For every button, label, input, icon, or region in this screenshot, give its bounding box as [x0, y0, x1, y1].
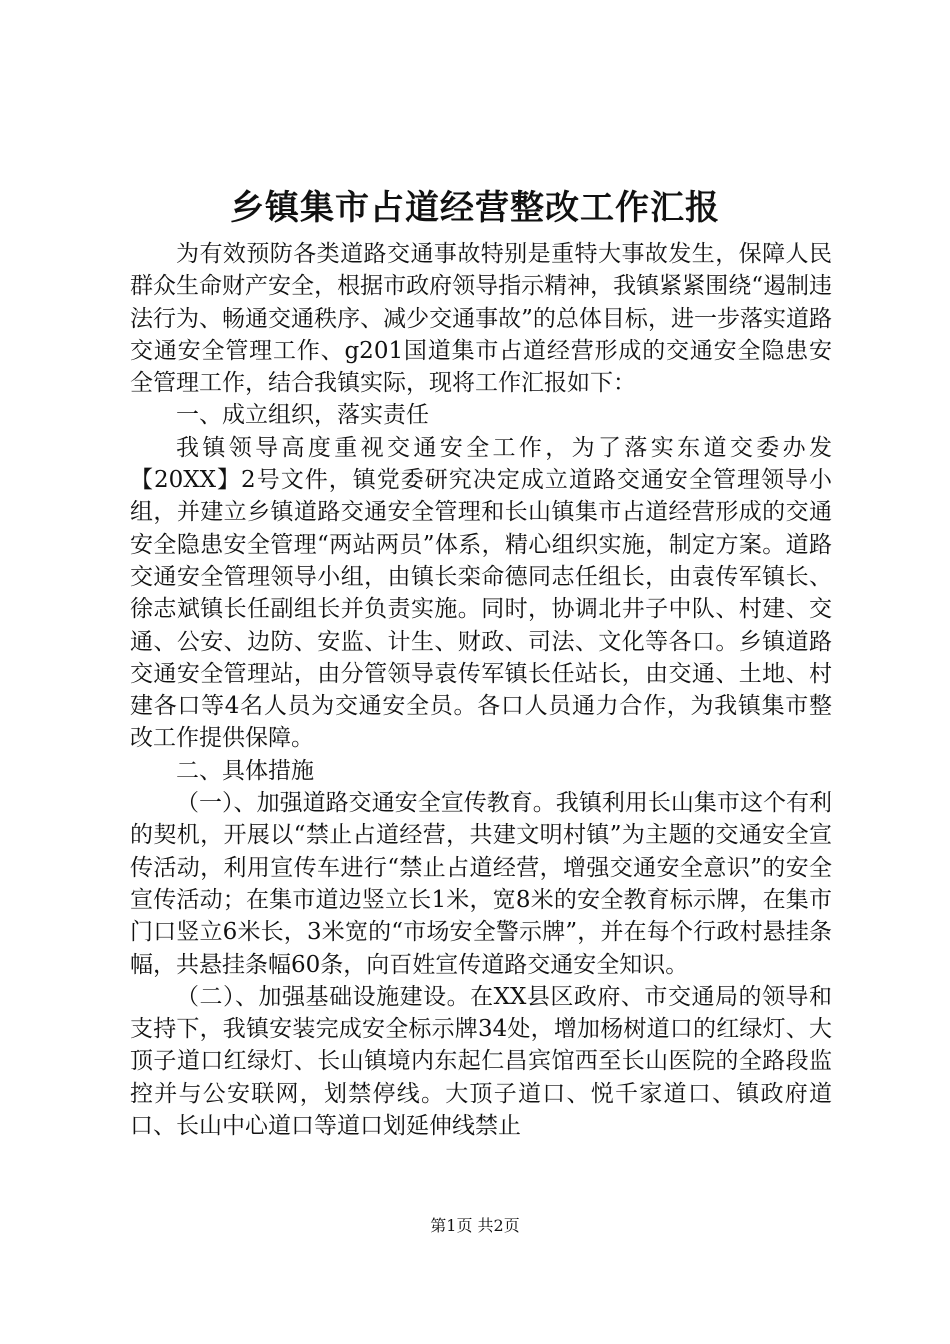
- paragraph-measure-1: （一）、加强道路交通安全宣传教育。我镇利用长山集市这个有利的契机，开展以“禁止占道经营，共建文明村镇”为主题的交通安全宣传活动，利用宣传车进行“禁止占道经营，增强交通安全意识”的安全宣传活动；在集市道边竖立长1米，宽8米的安全教育标示牌，在集市门口竖立6米长，3米宽的“市场安全警示牌”，并在每个行政村悬挂条幅，共悬挂条幅60条，向百姓宣传道路交通安全知识。: [130, 790, 832, 978]
- heading-section-1: 一、成立组织，落实责任: [176, 402, 429, 429]
- paragraph-measure-2: （二）、加强基础设施建设。在XX县区政府、市交通局的领导和支持下，我镇安装完成安全标示牌34处，增加杨树道口的红绿灯、大顶子道口红绿灯、长山镇境内东起仁昌宾馆西至长山医院的全路段监控并与公安联网，划禁停线。大顶子道口、悦千家道口、镇政府道口、长山中心道口等道口划延伸线禁止: [130, 983, 832, 1140]
- paragraph-organization: 我镇领导高度重视交通安全工作，为了落实东道交委办发【20XX】2号文件，镇党委研究决定成立道路交通安全管理领导小组，并建立乡镇道路交通安全管理和长山镇集市占道经营形成的交通安全隐患安全管理“两站两员”体系，精心组织实施，制定方案。道路交通安全管理领导小组，由镇长栾命德同志任组长，由袁传军镇长、徐志斌镇长任副组长并负责实施。同时，协调北井子中队、村建、交通、公安、边防、安监、计生、财政、司法、文化等各口。乡镇道路交通安全管理站，由分管领导袁传军镇长任站长，由交通、土地、村建各口等4名人员为交通安全员。各口人员通力合作，为我镇集市整改工作提供保障。: [130, 434, 832, 752]
- paragraph-intro: 为有效预防各类道路交通事故特别是重特大事故发生，保障人民群众生命财产安全，根据市政府领导指示精神，我镇紧紧围绕“遏制违法行为、畅通交通秩序、减少交通事故”的总体目标，进一步落实道路交通安全管理工作、g201国道集市占道经营形成的交通安全隐患安全管理工作，结合我镇实际，现将工作汇报如下：: [130, 241, 832, 397]
- document-body: [130, 238, 832, 1142]
- document-title: 乡镇集市占道经营整改工作汇报: [230, 188, 720, 228]
- page-number: 第1页 共2页: [430, 1216, 520, 1235]
- heading-section-2: 二、具体措施: [176, 757, 314, 784]
